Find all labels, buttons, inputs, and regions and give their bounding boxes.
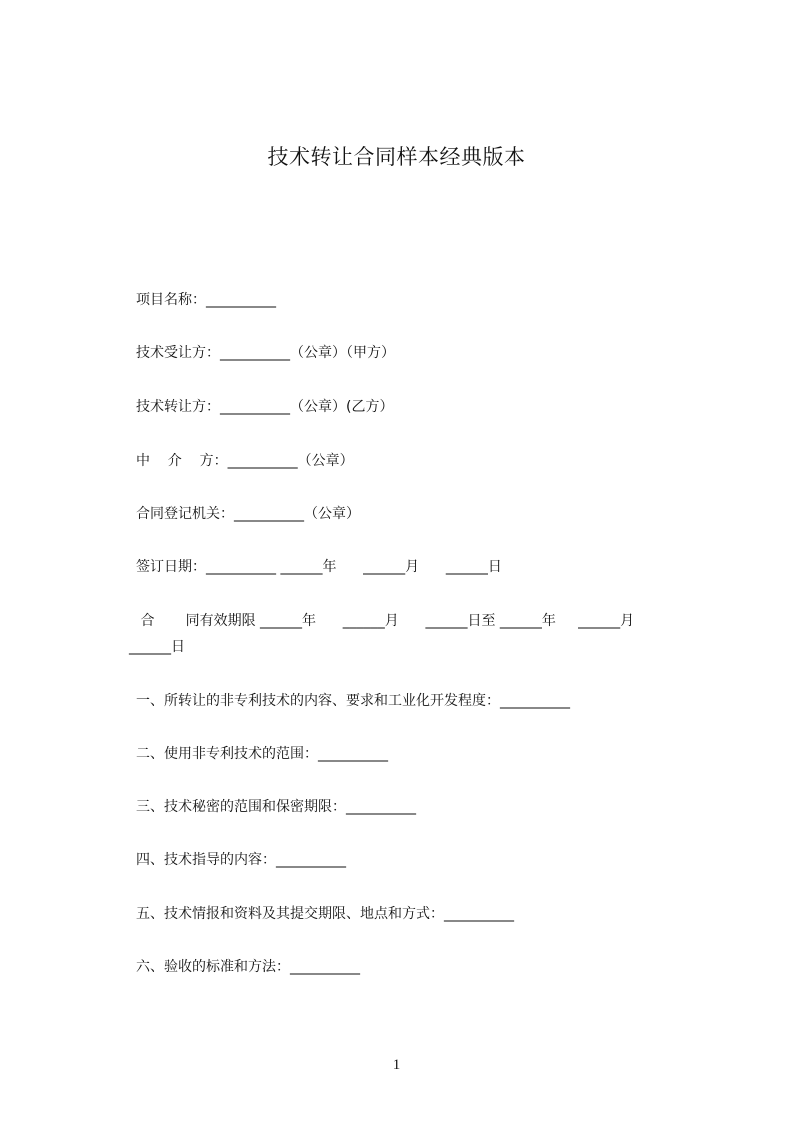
document-title: 技术转让合同样本经典版本	[267, 145, 526, 169]
validity-period-line-continued: ______日	[129, 639, 185, 655]
clause-6-line: 六、验收的标准和方法：__________	[136, 959, 360, 975]
intermediary-line: 中 介 方：__________（公章）	[136, 453, 354, 469]
transferee-line: 技术受让方：__________（公章）（甲方）	[136, 345, 395, 361]
transferor-line: 技术转让方：__________（公章）(乙方）	[136, 399, 394, 415]
signing-date-line: 签订日期：__________ ______年 ______月 ______日	[136, 559, 502, 575]
validity-period-line: 合 同有效期限 ______年 ______月 ______日至 ______年 ______月	[136, 613, 635, 629]
clause-4-line: 四、技术指导的内容：__________	[136, 852, 346, 868]
clause-5-line: 五、技术情报和资料及其提交期限、地点和方式：__________	[136, 906, 514, 922]
page-number: 1	[392, 1057, 401, 1073]
registration-authority-line: 合同登记机关：__________（公章）	[136, 506, 360, 522]
clause-2-line: 二、使用非专利技术的范围：__________	[136, 746, 388, 762]
clause-3-line: 三、技术秘密的范围和保密期限：__________	[136, 799, 416, 815]
clause-1-line: 一、所转让的非专利技术的内容、要求和工业化开发程度：__________	[136, 693, 570, 709]
project-name-line: 项目名称：__________	[136, 292, 276, 308]
